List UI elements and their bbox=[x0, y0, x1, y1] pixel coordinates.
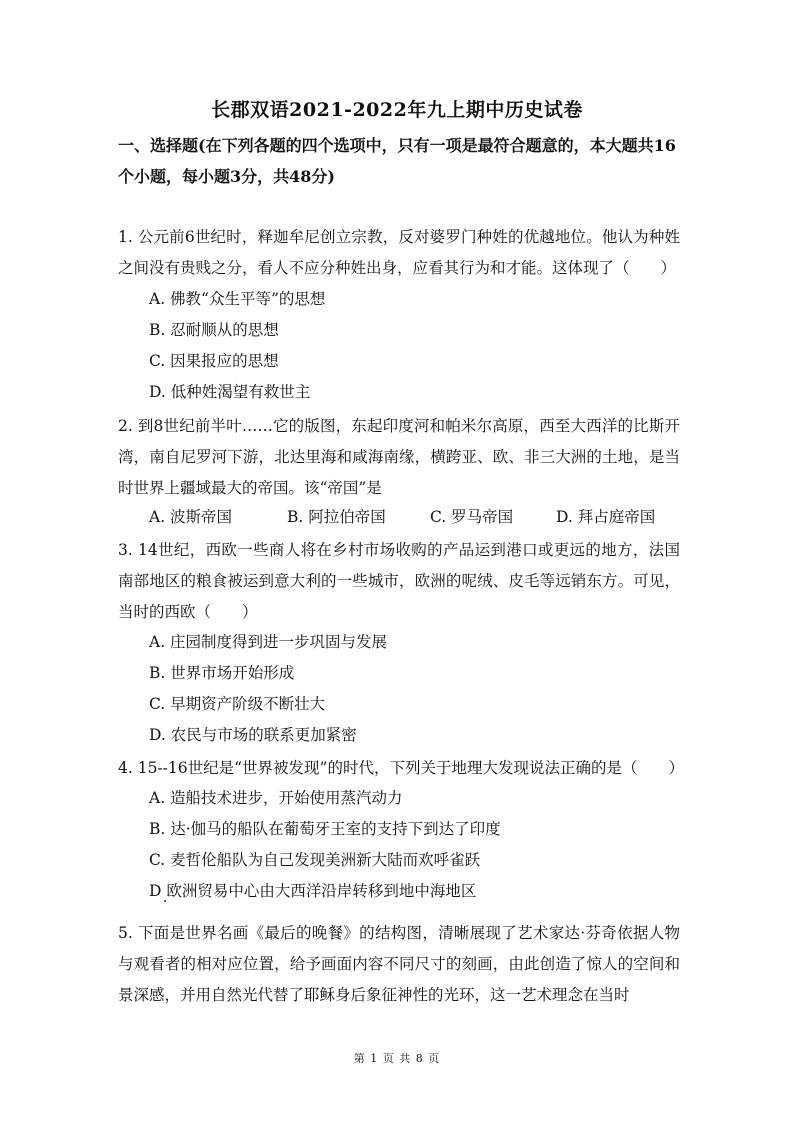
question-1-option-a: A. 佛教“众生平等”的思想 bbox=[149, 290, 326, 308]
question-1-option-c: C. 因果报应的思想 bbox=[149, 352, 279, 370]
question-5-stem: 5. 下面是世界名画《最后的晚餐》的结构图，清晰展现了艺术家达·芬奇依据人物与观看者的相对应位置，给予画面内容不同尺寸的刻画，由此创造了惊人的空间和景深感，并用自然光代替了耶稣身后象征神性的光环，这一艺术理念在当时 bbox=[118, 924, 680, 1004]
question-2-option-a: A. 波斯帝国 bbox=[149, 508, 233, 526]
question-2-option-b: B. 阿拉伯帝国 bbox=[287, 508, 386, 526]
question-1-stem: 1. 公元前6世纪时，释迦牟尼创立宗教，反对婆罗门种姓的优越地位。他认为种姓之间没有贵贱之分，看人不应分种姓出身，应看其行为和才能。这体现了（ ） bbox=[118, 228, 680, 277]
question-2-option-c: C. 罗马帝国 bbox=[430, 508, 514, 526]
page-footer: 第 1 页 共 8 页 bbox=[353, 1052, 441, 1065]
question-4-option-d: D 欧洲贸易中心由大西洋沿岸转移到地中海地区 bbox=[149, 882, 477, 900]
question-4-option-c: C. 麦哲伦船队为自己发现美洲新大陆而欢呼雀跃 bbox=[149, 851, 481, 869]
question-1-option-d: D. 低种姓渴望有救世主 bbox=[149, 383, 311, 401]
question-2-stem: 2. 到8世纪前半叶……它的版图，东起印度河和帕米尔高原，西至大西洋的比斯开湾，南自尼罗河下游，北达里海和咸海南缘，横跨亚、欧、非三大洲的土地，是当时世界上疆域最大的帝国。该“帝国”是 bbox=[118, 417, 680, 497]
question-2-option-d: D. 拜占庭帝国 bbox=[556, 508, 656, 526]
question-4-option-b: B. 达·伽马的船队在葡萄牙王室的支持下到达了印度 bbox=[149, 820, 501, 838]
question-4-stem: 4. 15--16世纪是“世界被发现”的时代，下列关于地理大发现说法正确的是（ ） bbox=[118, 759, 684, 777]
question-3-option-c: C. 早期资产阶级不断壮大 bbox=[149, 695, 326, 713]
question-4-option-a: A. 造船技术进步，开始使用蒸汽动力 bbox=[149, 789, 403, 807]
section-heading: 一、选择题(在下列各题的四个选项中，只有一项是最符合题意的，本大题共16个小题，每小题3分，共48分) bbox=[118, 136, 676, 186]
question-1-option-b: B. 忍耐顺从的思想 bbox=[149, 321, 279, 339]
scan-speck bbox=[164, 900, 166, 902]
question-3-option-a: A. 庄园制度得到进一步巩固与发展 bbox=[149, 633, 388, 651]
question-3-option-b: B. 世界市场开始形成 bbox=[149, 664, 295, 682]
question-3-stem: 3. 14世纪，西欧一些商人将在乡村市场收购的产品运到港口或更远的地方，法国南部地区的粮食被运到意大利的一些城市，欧洲的呢绒、皮毛等远销东方。可见，当时的西欧（ ） bbox=[118, 541, 680, 621]
question-3-option-d: D. 农民与市场的联系更加紧密 bbox=[149, 726, 357, 744]
page-title: 长郡双语2021-2022年九上期中历史试卷 bbox=[211, 99, 583, 121]
